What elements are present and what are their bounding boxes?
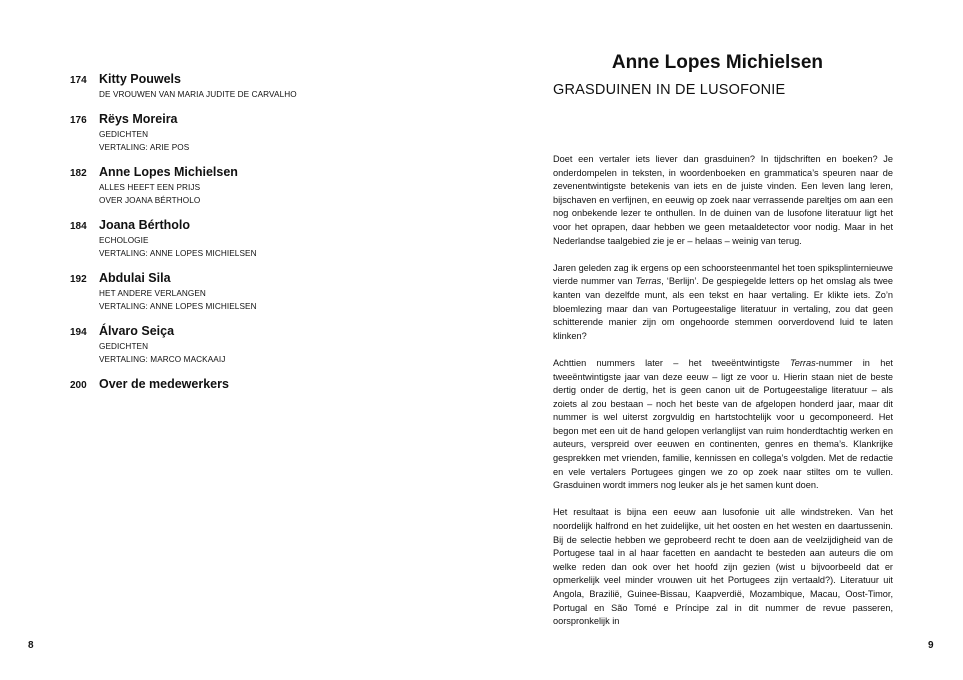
toc-page-number: 184: [70, 220, 87, 232]
toc-author: Abdulai Sila: [99, 270, 171, 285]
toc-subline: HET ANDERE VERLANGEN: [99, 288, 206, 298]
article-body: [553, 153, 893, 642]
toc-entry-head: [70, 271, 470, 287]
page-number-right: 9: [928, 640, 934, 651]
paragraph: Doet een vertaler iets liever dan grasduinen? In tijdschriften en boeken? Je onderdompelen in teksten, in woordenboeken en grammatica’s speuren naar de zevenentwintigste betekenis van iets en de juiste vinden. Een leven lang leren, bijschaven en verfijnen, en eeuwig op zoek naar verrassende pareltjes om aan een nog onbekende lezer te onthullen. In de duinen van de lusofone literatuur ligt het voor het oprapen, daar hebben we geen metaaldetector voor nodig. Maar in het Nederlandse taalgebied zie je er – helaas – weinig van terug.: [553, 154, 893, 246]
toc-author: Rëys Moreira: [99, 111, 178, 126]
toc-subline: VERTALING: ANNE LOPES MICHIELSEN: [99, 249, 257, 258]
toc-entry-head: [70, 218, 470, 234]
toc-author: Kitty Pouwels: [99, 72, 181, 86]
toc-entry-head: [70, 165, 470, 181]
toc-subline: VERTALING: ARIE POS: [99, 143, 190, 152]
toc-entry: [70, 271, 470, 314]
toc-subline: DE VROUWEN VAN MARIA JUDITE DE CARVALHO: [99, 90, 297, 99]
toc-page-number: 182: [70, 167, 87, 179]
toc-page-number: 174: [70, 75, 87, 86]
toc-subline: GEDICHTEN: [99, 341, 149, 351]
paragraph: Jaren geleden zag ik ergens op een schoorsteenmantel het toen spiksplinternieuwe vierde nummer van Terras, ‘Berlijn’. De gespiegelde letters op het omslag als twee kanten van dezelfde munt, als een tekst en haar vertaling. Er klikte iets. Zo’n bloemlezing maar dan van Portugeestalige literatuur in vertaling, zou dat geen schitterende manier zijn om ongehoorde stemmen oorverdovend luid te laten klinken?: [553, 262, 893, 341]
toc-author: Over de medewerkers: [99, 376, 229, 391]
toc-entry-head: [70, 377, 470, 393]
paragraph: Het resultaat is bijna een eeuw aan lusofonie uit alle windstreken. Van het noordelijk halfrond en het zuidelijke, uit het oosten en het westen en daartussenin. Bij de selectie hebben we geprobeerd recht te doen aan de veelzijdigheid van de Portugese taal in al haar facetten en aandacht te besteden aan auteurs die om welke reden dan ook over het hoofd zijn gezien (wist u bijvoorbeeld dat er opmerkelijk veel minder vrouwen uit het Portugees zijn vertaald?). Literatuur uit Angola, Brazilië, Guinee-Bissau, Kaapverdië, Mozambique, Macau, Oost-Timor, Portugal en São Tomé e Príncipe zal in dit nummer de revue passeren, oorspronkelijk in: [553, 507, 893, 627]
toc-subline: ALLES HEEFT EEN PRIJS: [99, 182, 201, 192]
article-subtitle: GRASDUINEN IN DE LUSOFONIE: [553, 82, 786, 98]
toc-entry: [70, 324, 470, 367]
toc-entry: [70, 112, 470, 155]
toc-subline: OVER JOANA BÉRTHOLO: [99, 196, 201, 205]
toc-subline: ECHOLOGIE: [99, 235, 149, 245]
toc-subline: VERTALING: MARCO MACKAAIJ: [99, 355, 226, 364]
toc-page-number: 176: [70, 114, 87, 126]
toc-entry: [70, 165, 470, 208]
table-of-contents: [70, 72, 470, 403]
toc-page-number: 200: [70, 379, 87, 391]
page-number-left: 8: [28, 640, 34, 651]
toc-entry-head: [70, 324, 470, 340]
toc-page-number: 194: [70, 326, 87, 338]
toc-subline: VERTALING: ANNE LOPES MICHIELSEN: [99, 302, 257, 311]
toc-entry-head: [70, 112, 470, 128]
article-author: Anne Lopes Michielsen: [611, 52, 823, 73]
toc-entry: [70, 218, 470, 261]
toc-entry: [70, 377, 470, 393]
toc-subline: GEDICHTEN: [99, 129, 149, 139]
toc-page-number: 192: [70, 273, 87, 285]
paragraph: Achttien nummers later – het tweeëntwintigste Terras-nummer in het tweeëntwintigste jaar van deze eeuw – ligt ze voor u. Hierin staan niet de beste dertig onder de dertig, het is geen canon uit de Portugeestalige literatuur – als zoiets al zou bestaan – noch het beste van de afgelopen honderd jaar, maar dit nummer is wel uiterst zorgvuldig en hartstochtelijk voor u gecomponeerd. Het begon met een uit de hand gelopen verlanglijst van ruim honderdtachtig werken en auteurs, verspreid over eeuwen en continenten, genres en thema’s. Klankrijke gesprekken met vrienden, familie, kennissen en collega’s volgden. Met de redactie en vele vertalers Portugees gingen we zo op zoek naar stiltes om te vullen. Grasduinen wordt immers nog leuker als je het samen kunt doen.: [553, 357, 893, 491]
toc-author: Anne Lopes Michielsen: [99, 164, 238, 179]
toc-author: Álvaro Seiça: [99, 323, 175, 338]
toc-entry: [70, 72, 470, 102]
toc-entry-head: [70, 72, 470, 88]
toc-author: Joana Bértholo: [99, 217, 190, 232]
